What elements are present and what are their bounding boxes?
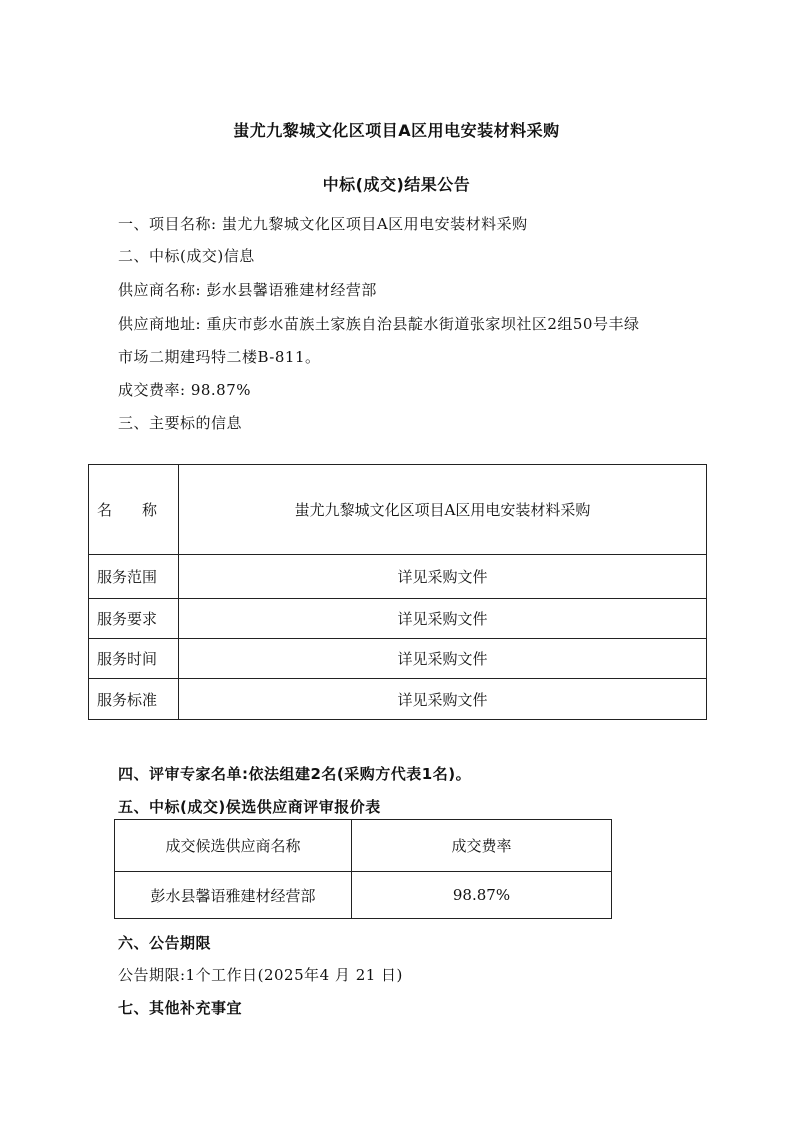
section-4-experts: 四、评审专家名单:依法组建2名(采购方代表1名)。	[118, 765, 472, 783]
table-row	[89, 465, 707, 555]
row-value-standard: 详见采购文件	[179, 679, 707, 720]
doc-title-line1: 蚩尤九黎城文化区项目A区用电安装材料采购	[233, 121, 560, 140]
table-row	[89, 679, 707, 720]
row-label-standard: 服务标准	[89, 679, 179, 720]
table-row	[115, 872, 612, 919]
cell-rate: 98.87%	[352, 872, 612, 919]
doc-title-line2: 中标(成交)结果公告	[322, 175, 471, 194]
table-row	[89, 599, 707, 639]
bid-quote-table	[114, 819, 612, 919]
section-5-heading: 五、中标(成交)侯选供应商评审报价表	[118, 798, 381, 816]
row-value-scope: 详见采购文件	[179, 555, 707, 599]
section-6-heading: 六、公告期限	[118, 934, 212, 952]
table-row	[89, 555, 707, 599]
header-rate: 成交费率	[352, 820, 612, 872]
section-7-heading: 七、其他补充事宜	[118, 999, 243, 1017]
section-3-heading: 三、主要标的信息	[118, 414, 243, 432]
row-label-time: 服务时间	[89, 639, 179, 679]
table-header-row	[115, 820, 612, 872]
section-2-heading: 二、中标(成交)信息	[118, 247, 255, 265]
row-label-requirements: 服务要求	[89, 599, 179, 639]
notice-period: 公告期限:1个工作日(2025年4 月 21 日)	[118, 966, 403, 984]
row-value-time: 详见采购文件	[179, 639, 707, 679]
main-subject-table	[88, 464, 707, 720]
header-supplier-name: 成交候选供应商名称	[115, 820, 352, 872]
transaction-rate: 成交费率: 98.87%	[118, 381, 252, 399]
supplier-address-line2: 市场二期建玛特二楼B-811。	[118, 348, 321, 366]
row-label-scope: 服务范围	[89, 555, 179, 599]
row-value-name: 蚩尤九黎城文化区项目A区用电安装材料采购	[179, 465, 707, 555]
table-row	[89, 639, 707, 679]
section-1-project-name: 一、项目名称: 蚩尤九黎城文化区项目A区用电安装材料采购	[118, 215, 528, 233]
supplier-address-line1: 供应商地址: 重庆市彭水苗族土家族自治县靛水街道张家坝社区2组50号丰绿	[118, 315, 640, 333]
row-label-name: 名 称	[89, 465, 179, 555]
supplier-name: 供应商名称: 彭水县馨语雅建材经营部	[118, 281, 377, 299]
cell-supplier-name: 彭水县馨语雅建材经营部	[115, 872, 352, 919]
row-value-requirements: 详见采购文件	[179, 599, 707, 639]
